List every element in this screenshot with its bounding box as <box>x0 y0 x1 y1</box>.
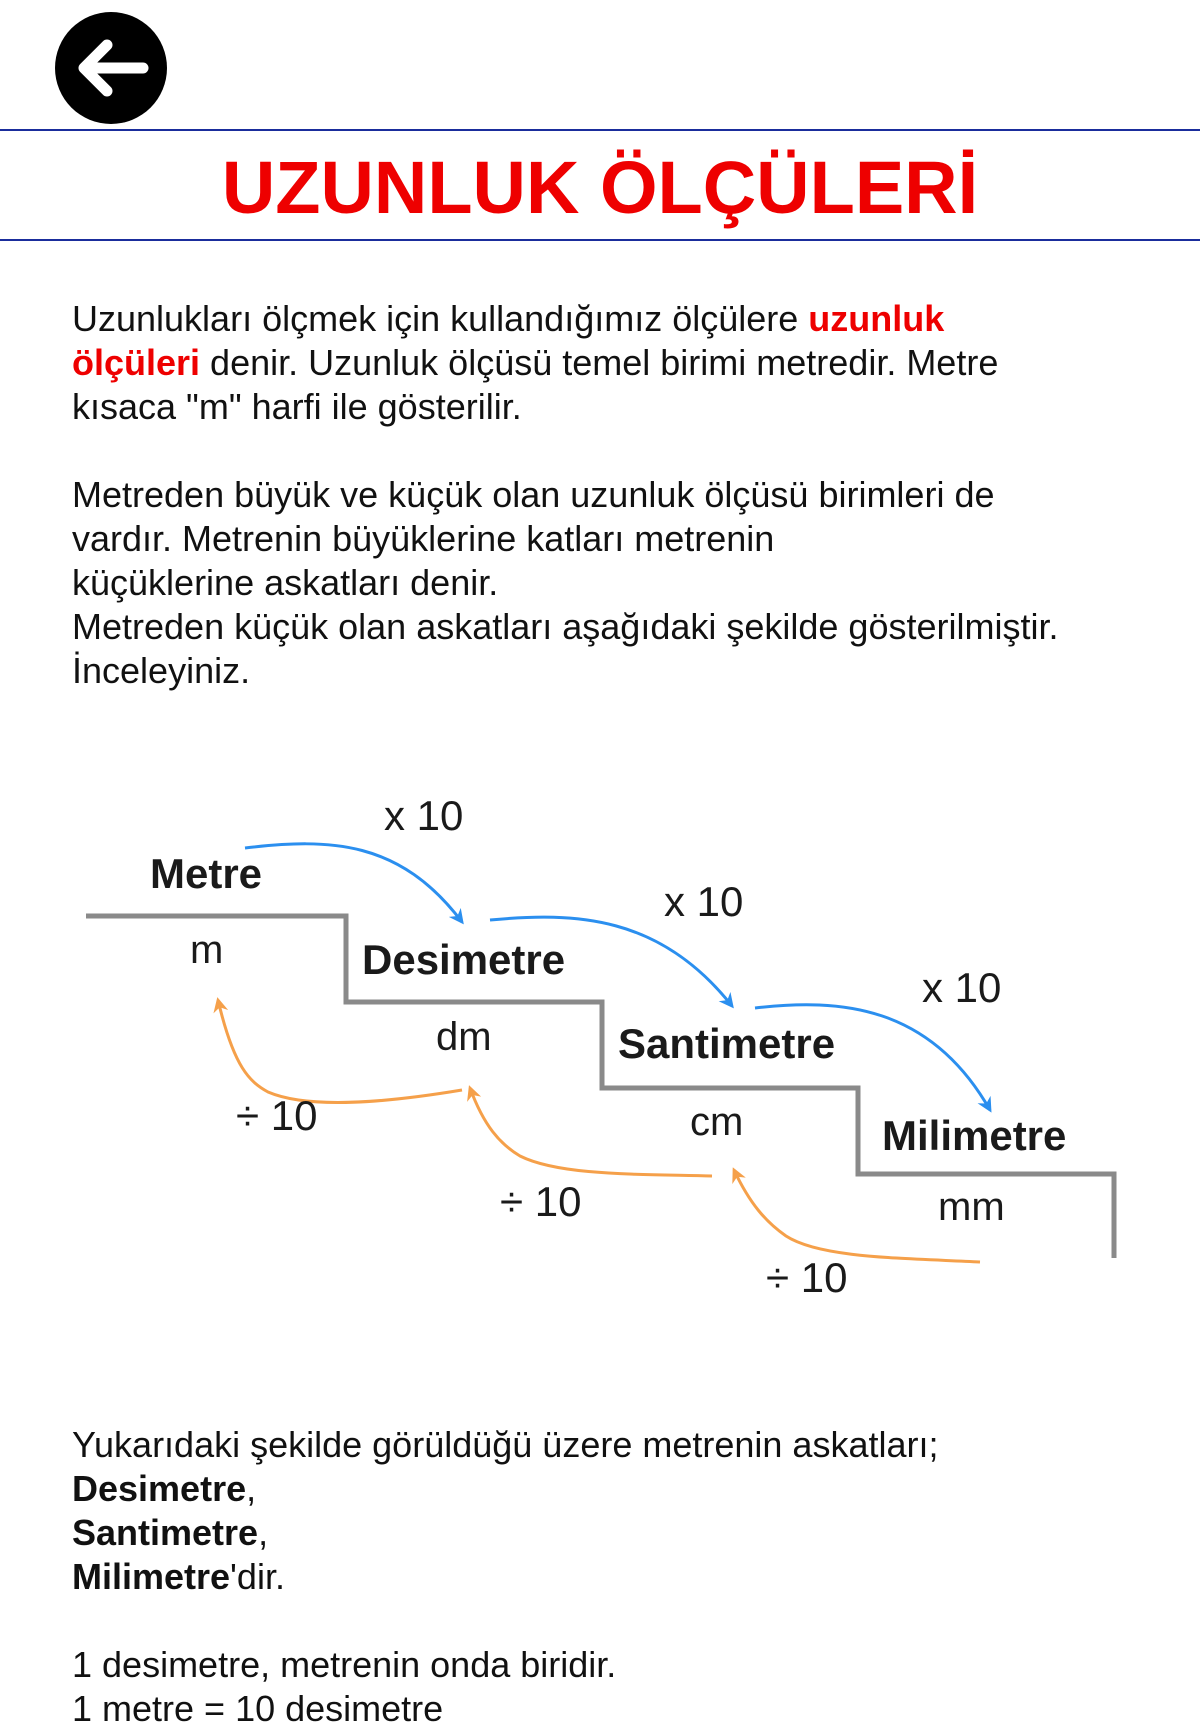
explanation-paragraph <box>72 473 1152 693</box>
term-highlight: uzunluk <box>808 298 945 339</box>
arrow-left-icon <box>55 12 167 124</box>
summary-item <box>72 1555 1152 1599</box>
facts-paragraph <box>72 1643 1152 1731</box>
term-highlight: ölçüleri <box>72 342 201 383</box>
divide-label: ÷ 10 <box>236 1092 318 1139</box>
punctuation: , <box>246 1468 257 1509</box>
intro-text: denir. Uzunluk ölçüsü temel birimi metredir. Metre <box>200 342 999 383</box>
unit-abbr-cm: cm <box>690 1100 744 1144</box>
unit-name-metre: Metre <box>150 850 263 897</box>
summary-paragraph <box>72 1423 1152 1599</box>
unit-name-desimetre: Desimetre <box>362 936 566 983</box>
punctuation: 'dir. <box>230 1556 285 1597</box>
unit-term: Milimetre <box>72 1556 231 1597</box>
fact-line: 1 metre = 10 desimetre <box>72 1688 444 1729</box>
unit-term: Santimetre <box>72 1512 259 1553</box>
summary-item <box>72 1467 1152 1511</box>
intro-line-1 <box>72 297 1152 341</box>
title-divider-top <box>0 129 1200 131</box>
explanation-line: küçüklerine askatları denir. <box>72 562 499 603</box>
summary-intro: Yukarıdaki şekilde görüldüğü üzere metrenin askatları; <box>72 1424 939 1465</box>
intro-line-2 <box>72 341 1152 385</box>
explanation-line: Metreden büyük ve küçük olan uzunluk ölçüsü birimleri de <box>72 474 995 515</box>
back-button[interactable] <box>55 12 167 124</box>
unit-abbr-m: m <box>190 928 224 972</box>
summary-item <box>72 1511 1152 1555</box>
unit-name-santimetre: Santimetre <box>618 1020 836 1067</box>
explanation-line: Metreden küçük olan askatları aşağıdaki şekilde gösterilmiştir. <box>72 606 1059 647</box>
punctuation: , <box>258 1512 269 1553</box>
unit-abbr-dm: dm <box>436 1015 492 1059</box>
divide-arrow <box>470 1088 712 1176</box>
intro-paragraph <box>72 297 1152 429</box>
divide-label: ÷ 10 <box>500 1178 582 1225</box>
page-title: UZUNLUK ÖLÇÜLERİ <box>221 146 979 229</box>
unit-term: Desimetre <box>72 1468 247 1509</box>
fact-line: 1 desimetre, metrenin onda biridir. <box>72 1644 617 1685</box>
unit-name-milimetre: Milimetre <box>882 1112 1067 1159</box>
multiply-label: x 10 <box>922 964 1002 1011</box>
intro-line-3: kısaca "m" harfi ile gösterilir. <box>72 386 522 427</box>
divide-arrow <box>218 1000 462 1103</box>
multiply-label: x 10 <box>384 792 464 839</box>
unit-abbr-mm: mm <box>938 1185 1005 1229</box>
multiply-arrow <box>245 844 462 922</box>
multiply-label: x 10 <box>664 878 744 925</box>
divide-label: ÷ 10 <box>766 1254 848 1301</box>
unit-staircase-diagram <box>0 770 1200 1330</box>
intro-text: Uzunlukları ölçmek için kullandığımız ölçülere <box>72 298 809 339</box>
title-divider-bottom <box>0 239 1200 241</box>
explanation-line: vardır. Metrenin büyüklerine katları metrenin <box>72 518 775 559</box>
explanation-line: İnceleyiniz. <box>72 650 251 691</box>
